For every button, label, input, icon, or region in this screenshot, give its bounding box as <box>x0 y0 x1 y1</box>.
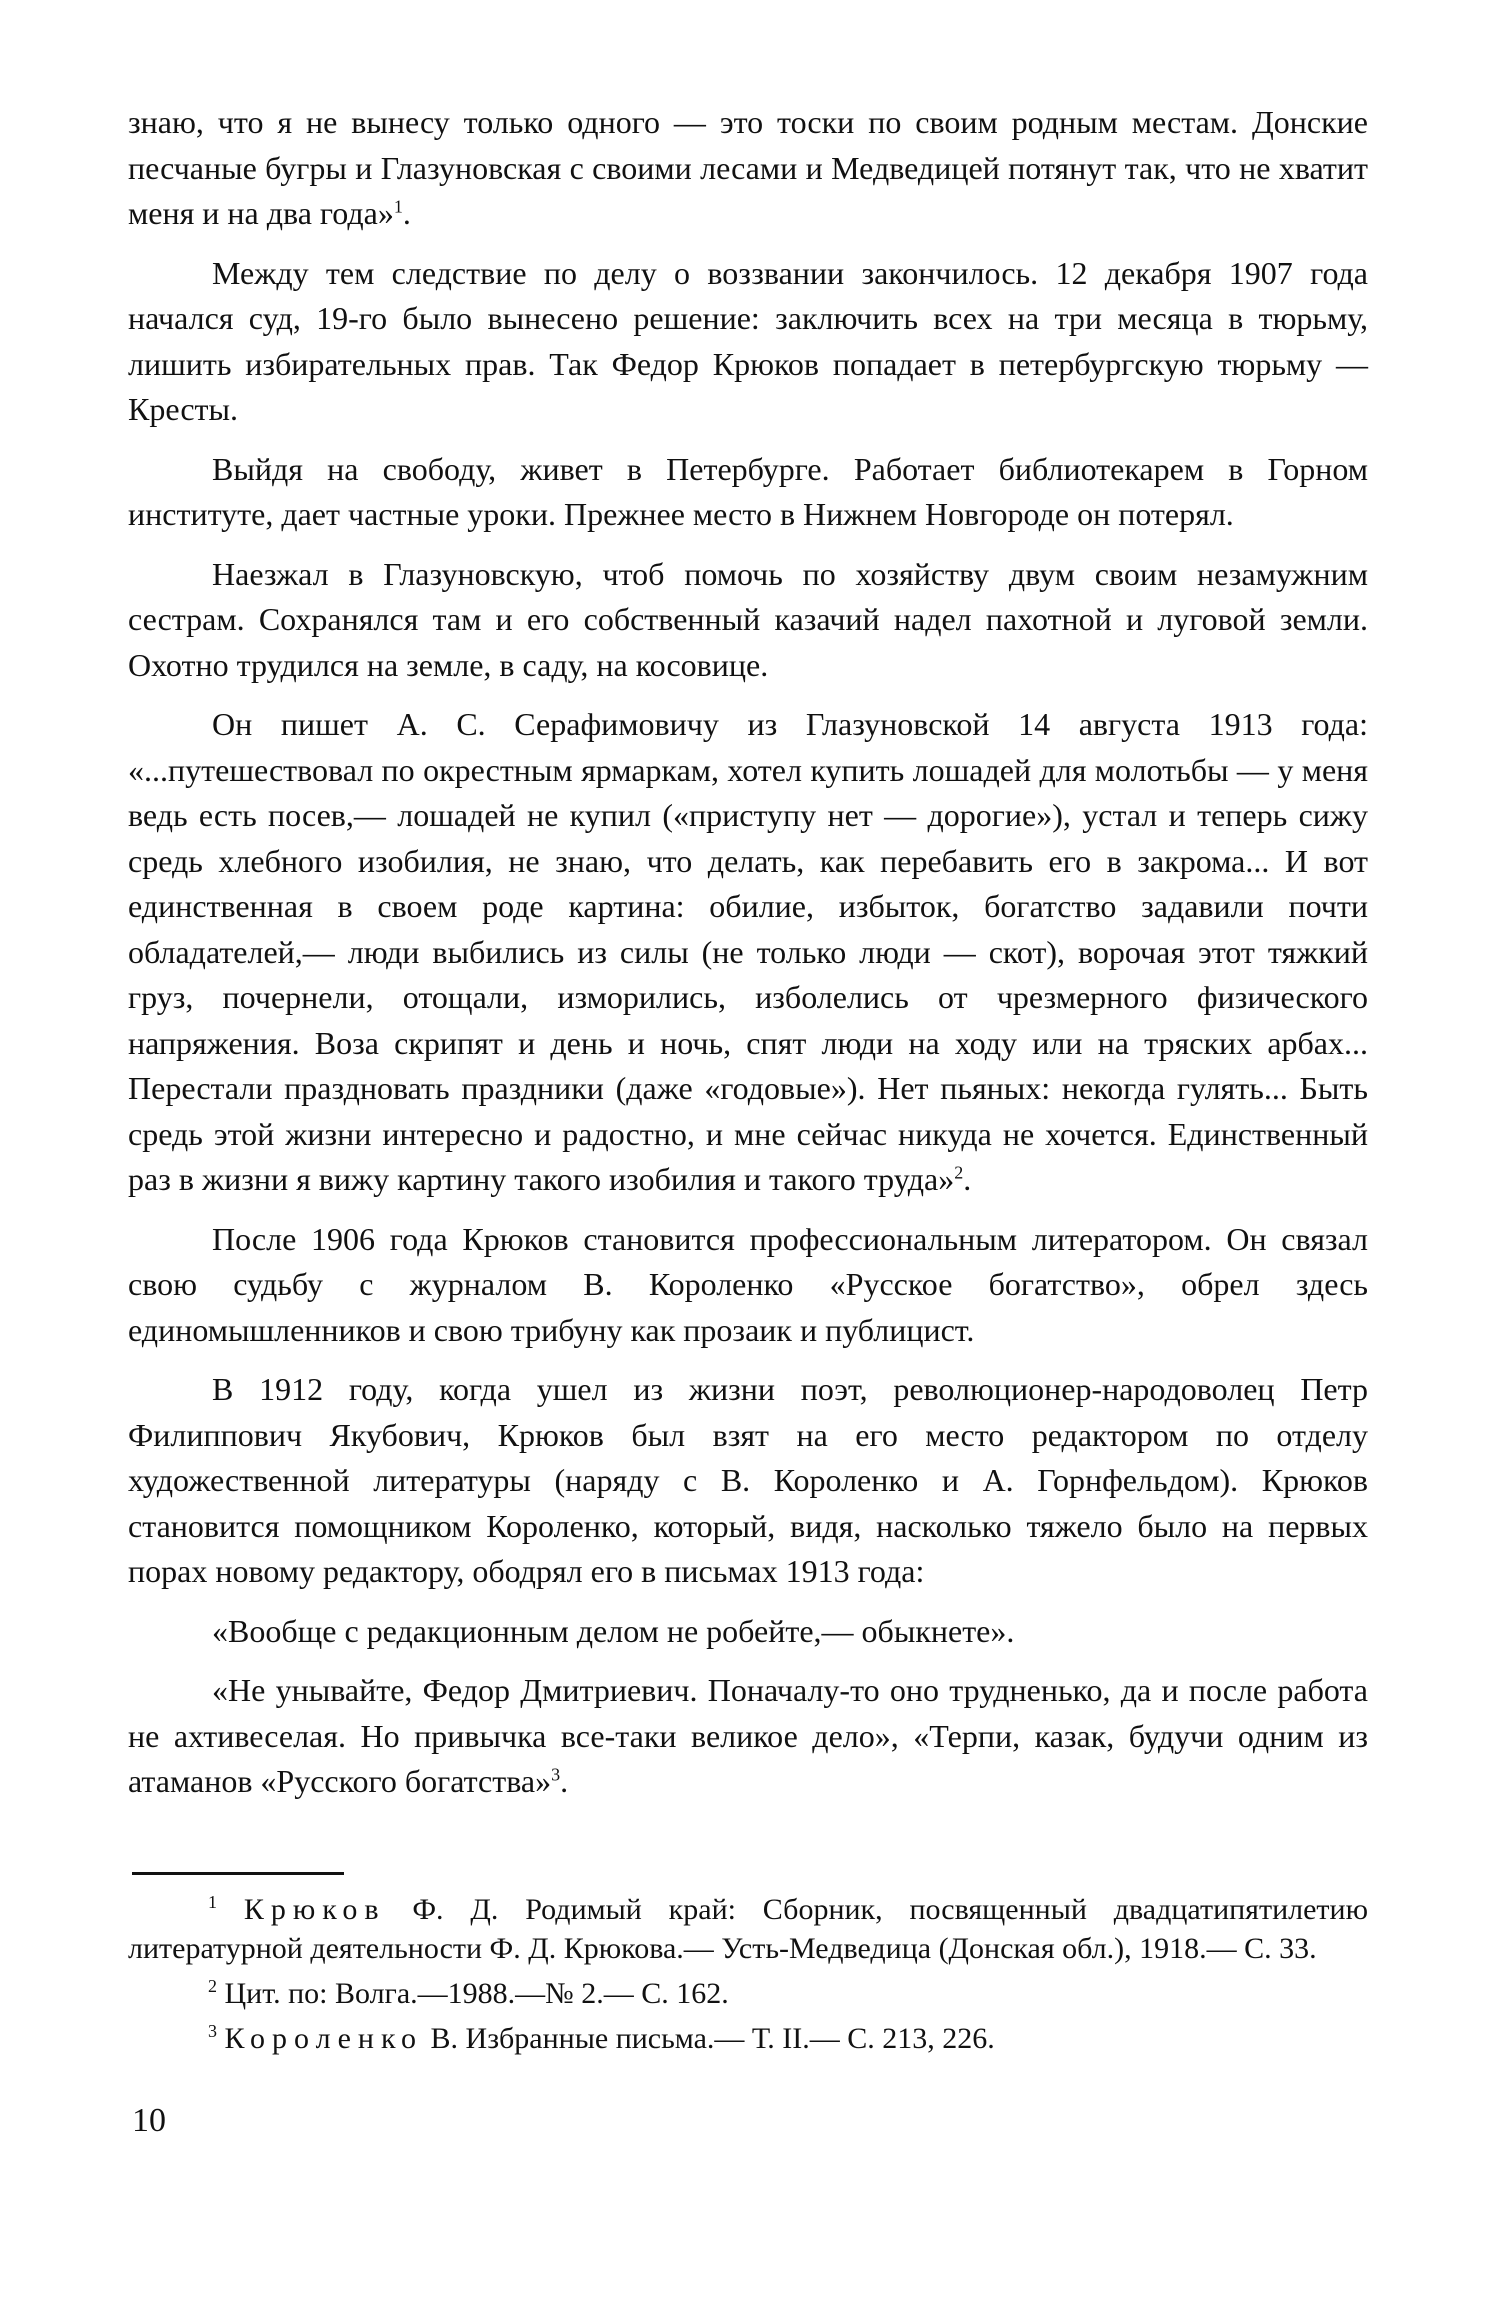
paragraph-4: Наезжал в Глазуновскую, чтоб помочь по хозяйству двум своим незамужним сестрам. Сохранялся там и его собственный казачий надел пахотной и луговой земли. Охотно трудился на земле, в саду, на косовице. <box>128 555 1368 683</box>
footnote-3 <box>128 2019 1368 2058</box>
footnote-divider <box>132 1872 344 1875</box>
footnote-3-text: В. Избранные письма.— Т. II.— С. 213, 226. <box>430 2022 995 2055</box>
paragraph-3: Выйдя на свободу, живет в Петербурге. Работает библиотекарем в Горном институте, дает частные уроки. Прежнее место в Нижнем Новгороде он потерял. <box>128 450 1368 532</box>
footnote-1-number: 1 <box>208 1892 217 1912</box>
page-number: 10 <box>132 2102 166 2139</box>
paragraph-7: В 1912 году, когда ушел из жизни поэт, революционер-народоволец Петр Филиппович Якубович, Крюков был взят на его место редактором по отделу художественной литературы (наряду с В. Короленко и А. Горнфельдом). Крюков становится помощником Короленко, который, видя, насколько тяжело было на первых порах новому редактору, ободрял его в письмах 1913 года: <box>128 1371 1368 1589</box>
footnote-2-number: 2 <box>208 1976 217 1996</box>
footnote-1 <box>128 1890 1368 1968</box>
footnotes <box>128 1890 1368 2064</box>
main-text <box>128 100 1368 1819</box>
paragraph-1: знаю, что я не вынесу только одного — это тоски по своим родным местам. Донские песчаные бугры и Глазуновская с своими лесами и Медведицей потянут так, что не хватит меня и на два года»$^1$. <box>128 104 1368 231</box>
footnote-1-author: Крюков <box>243 1893 386 1926</box>
footnote-2 <box>128 1974 1368 2013</box>
paragraph-5: Он пишет А. С. Серафимовичу из Глазуновской 14 августа 1913 года: «...путешествовал по окрестным ярмаркам, хотел купить лошадей для молотьбы — у меня ведь есть посев,— лошадей не купил («приступу нет — дорогие»), устал и теперь сижу средь хлебного изобилия, не знаю, что делать, как перебавить его в закрома... И вот единственная в своем роде картина: обилие, избыток, богатство задавили почти обладателей,— люди выбились из силы (не только люди — скот), ворочая этот тяжкий груз, почернели, отощали, изморились, изболелись от чрезмерного физического напряжения. Воза скрипят и день и ночь, спят люди на ходу или на тряских арбах... Перестали праздновать праздники (даже «годовые»). Нет пьяных: некогда гулять... Быть средь этой жизни интересно и радостно, и мне сейчас никуда не хочется. Единственный раз в жизни я вижу картину такого изобилия и такого труда»$^2$. <box>128 706 1368 1197</box>
paragraph-9: «Не унывайте, Федор Дмитриевич. Поначалу-то оно трудненько, да и после работа не ахтивеселая. Но привычка все-таки великое дело», «Терпи, казак, будучи одним из атаманов «Русского богатства»$^3$. <box>128 1672 1368 1799</box>
paragraph-6: После 1906 года Крюков становится профессиональным литератором. Он связал свою судьбу с журналом В. Короленко «Русское богатство», обрел здесь единомышленников и свою трибуну как прозаик и публицист. <box>128 1220 1368 1348</box>
footnote-ref-3: 3 <box>551 1764 561 1785</box>
paragraph-9-text: «Не унывайте, Федор Дмитриевич. Поначалу-то оно трудненько, да и после работа не ахтивеселая. Но привычка все-таки великое дело», «Терпи, казак, будучи одним из атаманов «Русского богатства» <box>128 1672 1368 1799</box>
footnote-3-author: Короленко <box>224 2022 424 2055</box>
footnote-1-text: Ф. Д. Родимый край: Сборник, посвященный двадцатипятилетию литературной деятельности Ф. Д. Крюкова.— Усть-Медведица (Донская обл.), 1918.— С. 33. <box>128 1893 1369 1965</box>
footnote-ref-1: 1 <box>393 196 403 217</box>
paragraph-5-text: Он пишет А. С. Серафимовичу из Глазуновской 14 августа 1913 года: «...путешествовал по окрестным ярмаркам, хотел купить лошадей для молотьбы — у меня ведь есть посев,— лошадей не купил («приступу нет — дорогие»), устал и теперь сижу средь хлебного изобилия, не знаю, что делать, как перебавить его в закрома... И вот единственная в своем роде картина: обилие, избыток, богатство задавили почти обладателей,— люди выбились из силы (не только люди — скот), ворочая этот тяжкий груз, почернели, отощали, изморились, изболелись от чрезмерного физического напряжения. Воза скрипят и день и ночь, спят люди на ходу или на тряских арбах... Перестали праздновать праздники (даже «годовые»). Нет пьяных: некогда гулять... Быть средь этой жизни интересно и радостно, и мне сейчас никуда не хочется. Единственный раз в жизни я вижу картину такого изобилия и такого труда» <box>128 706 1368 1197</box>
paragraph-1-text: знаю, что я не вынесу только одного — это тоски по своим родным местам. Донские песчаные бугры и Глазуновская с своими лесами и Медведицей потянут так, что не хватит меня и на два года» <box>128 104 1368 231</box>
paragraph-2: Между тем следствие по делу о воззвании закончилось. 12 декабря 1907 года начался суд, 19-го было вынесено решение: заключить всех на три месяца в тюрьму, лишить избирательных прав. Так Федор Крюков попадает в петербургскую тюрьму — Кресты. <box>128 254 1368 427</box>
paragraph-8: «Вообще с редакционным делом не робейте,— обыкнете». <box>212 1612 1015 1649</box>
footnote-2-text: Цит. по: Волга.—1988.—№ 2.— С. 162. <box>224 1977 729 2010</box>
footnote-ref-2: 2 <box>954 1162 964 1183</box>
footnote-3-number: 3 <box>208 2021 217 2041</box>
